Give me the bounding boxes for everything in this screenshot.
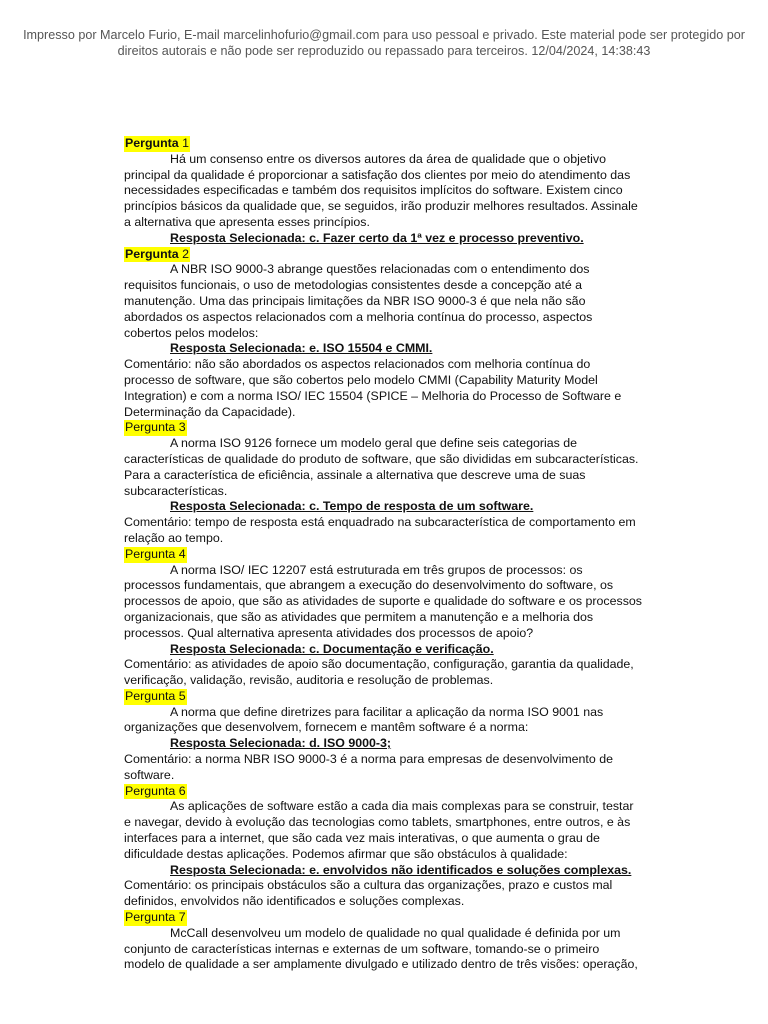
selected-answer: Resposta Selecionada: c. Tempo de resposta de um software. <box>170 499 534 514</box>
question-block <box>124 247 642 421</box>
watermark-line-2: direitos autorais e não pode ser reproduzido ou repassado para terceiros. 12/04/2024, 14:38:43 <box>117 44 651 58</box>
question-word: Pergunta <box>125 910 176 925</box>
answer-comment: Comentário: tempo de resposta está enquadrado na subcaracterística de comportamento em relação ao tempo. <box>124 515 636 545</box>
answer-comment: Comentário: as atividades de apoio são documentação, configuração, garantia da qualidade, verificação, validação, revisão, auditoria e resolução de problemas. <box>124 657 634 688</box>
answer-comment: Comentário: os principais obstáculos são a cultura das organizações, prazo e custos mal definidos, envolvidos não identificados e soluções complexas. <box>124 878 613 909</box>
question-label <box>124 420 187 436</box>
question-block <box>124 547 642 689</box>
question-number: 2 <box>182 246 190 261</box>
question-label <box>124 910 187 926</box>
question-word: Pergunta <box>125 546 176 561</box>
selected-answer: Resposta Selecionada: c. Fazer certo da 1ª vez e processo preventivo. <box>170 230 584 245</box>
question-text: As aplicações de software estão a cada dia mais complexas para se construir, testar e navegar, devido à evolução das tecnologias como tablets, smartphones, entre outros, e às interfaces para a internet, que são cada vez mais interativas, o que aumenta o grau de dificuldade destas aplicações. Podemos afirmar que são obstáculos à qualidade: <box>124 799 634 861</box>
question-text: A norma ISO 9126 fornece um modelo geral que define seis categorias de características de qualidade do produto de software, que são divididas em subcaracterísticas. Para a característica de eficiência, assinale a alternativa que descreve uma de suas subcaracterísticas. <box>124 436 639 498</box>
question-text: McCall desenvolveu um modelo de qualidade no qual qualidade é definida por um conjunto de características internas e externas de um software, tomando-se o primeiro modelo de qualidade a ser amplamente divulgado e utilizado dentro de três visões: operação, <box>124 925 638 972</box>
question-block <box>124 784 642 910</box>
question-word: Pergunta <box>125 688 176 703</box>
print-watermark <box>20 27 748 59</box>
question-block <box>124 689 642 784</box>
answer-comment: Comentário: a norma NBR ISO 9000-3 é a norma para empresas de desenvolvimento de software. <box>124 752 613 782</box>
question-word: Pergunta <box>125 783 176 798</box>
document-body <box>124 136 642 973</box>
question-label <box>124 136 190 152</box>
question-number: 6 <box>178 783 186 798</box>
question-block <box>124 420 642 546</box>
question-label <box>124 247 190 263</box>
question-text: A NBR ISO 9000-3 abrange questões relacionadas com o entendimento dos requisitos funcionais, o uso de metodologias consistentes desde a concepção até a manutenção. Uma das principais limitações da NBR ISO 9000-3 é que nela não são abordados os aspectos relacionados com a melhoria contínua do processo, aspectos cobertos pelos modelos: <box>124 262 593 340</box>
question-text: A norma ISO/ IEC 12207 está estruturada em três grupos de processos: os processos fundamentais, que abrangem a execução do desenvolvimento do software, os processos de apoio, que são as atividades de suporte e qualidade do software e os processos organizacionais, que são as atividades que permitem a manutenção e a melhoria dos processos. Qual alternativa apresenta atividades dos processos de apoio? <box>124 562 642 640</box>
question-label <box>124 784 187 800</box>
question-word: Pergunta <box>125 136 179 150</box>
question-label <box>124 689 187 705</box>
question-label <box>124 547 187 563</box>
answer-comment: Comentário: não são abordados os aspectos relacionados com melhoria contínua do processo de software, que são cobertos pelo modelo CMMI (Capability Maturity Model Integration) e com a norma ISO/ IEC 15504 (SPICE – Melhoria do Processo de Software e Determinação da Capacidade). <box>124 357 622 419</box>
question-text: Há um consenso entre os diversos autores da área de qualidade que o objetivo principal da qualidade é proporcionar a satisfação dos clientes por meio do atendimento das necessidades especificadas e também dos requisitos implícitos do software. Existem cinco princípios básicos da qualidade que, se seguidos, irão produzir melhores resultados. Assinale a alternativa que apresenta esses princípios. <box>124 151 638 229</box>
question-number: 3 <box>178 420 186 435</box>
question-number: 7 <box>178 910 186 925</box>
selected-answer: Resposta Selecionada: e. ISO 15504 e CMMI. <box>170 341 433 356</box>
question-number: 5 <box>178 688 186 703</box>
question-block <box>124 910 642 973</box>
watermark-line-1: Impresso por Marcelo Furio, E-mail marcelinhofurio@gmail.com para uso pessoal e privado. Este material pode ser protegido por <box>23 28 745 42</box>
selected-answer: Resposta Selecionada: e. envolvidos não identificados e soluções complexas. <box>170 862 632 877</box>
question-word: Pergunta <box>125 420 176 435</box>
question-number: 4 <box>178 546 186 561</box>
question-word: Pergunta <box>125 246 179 261</box>
selected-answer: Resposta Selecionada: c. Documentação e verificação. <box>170 641 494 656</box>
selected-answer: Resposta Selecionada: d. ISO 9000-3; <box>170 736 392 751</box>
question-number: 1 <box>182 136 190 150</box>
question-text: A norma que define diretrizes para facilitar a aplicação da norma ISO 9001 nas organizações que desenvolvem, fornecem e mantêm software é a norma: <box>124 704 604 735</box>
question-block <box>124 136 642 247</box>
